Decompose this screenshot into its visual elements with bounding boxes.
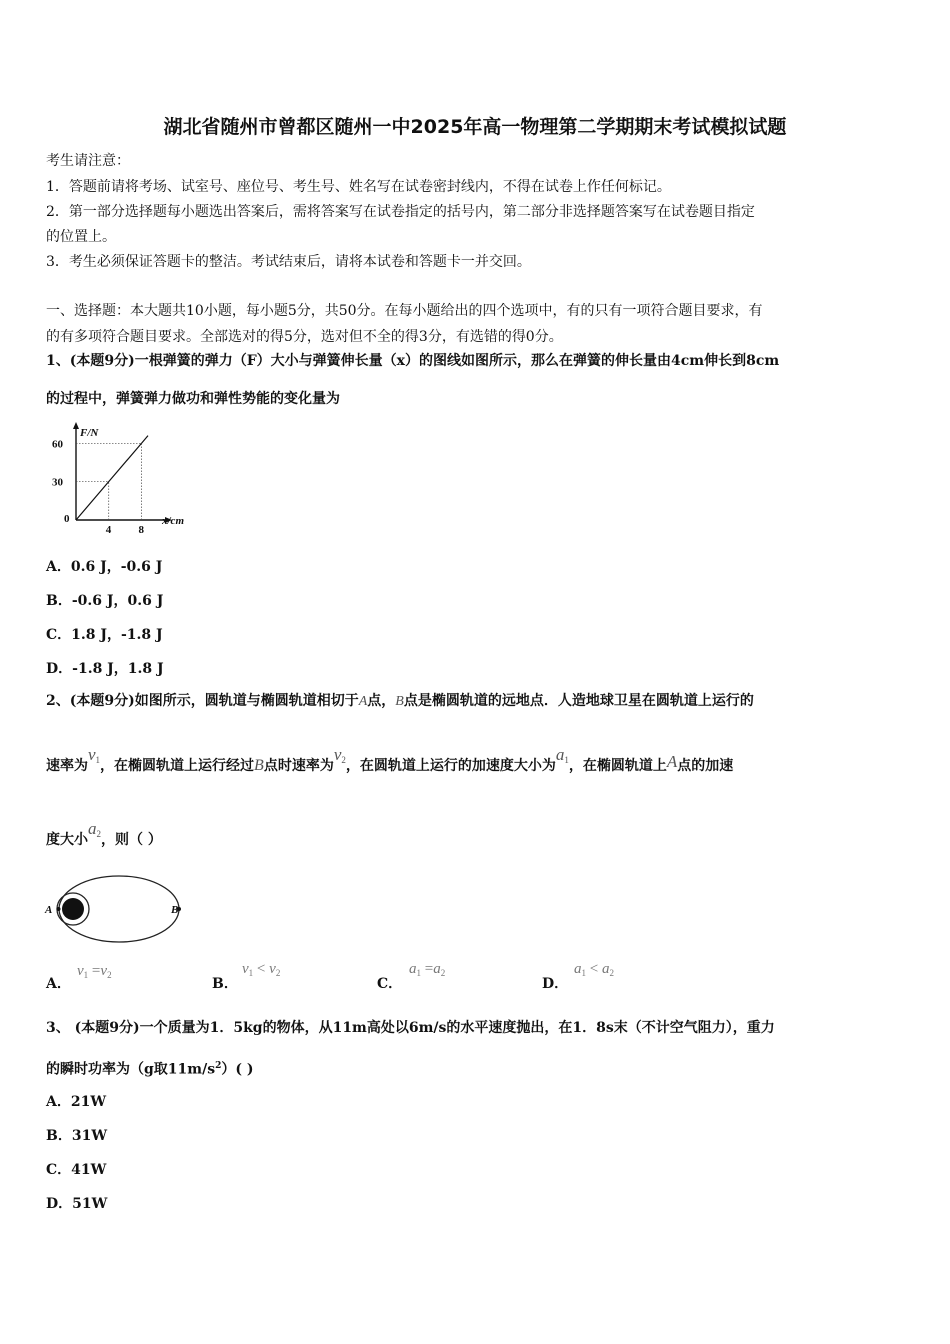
orbit-label-a: A — [45, 904, 53, 916]
q2-stem-2-p6: 点的加速 — [677, 758, 734, 774]
q2-stem-3-p2: ，则（ ） — [101, 832, 162, 848]
q2-option-b-label[interactable]: B． — [212, 976, 238, 992]
section-intro-2: 的有多项符合题目要求。全部选对的得5分，选对但不全的得3分，有选错的得0分。 — [46, 329, 563, 345]
q3-option-c[interactable]: C．41W — [46, 1162, 107, 1178]
q2-stem-2-p4: ，在圆轨道上运行的加速度大小为 — [345, 758, 556, 774]
q2-opt-c-op: = — [424, 961, 434, 977]
q2-opt-c-lhs: a — [409, 961, 417, 977]
q2-v1 — [88, 745, 100, 764]
q2-opt-b-lsub: 1 — [248, 968, 254, 978]
q2-option-c-label[interactable]: C． — [377, 976, 403, 992]
q2-opt-c-rsub: 2 — [440, 968, 446, 978]
x-tick-label-0: 0 — [64, 513, 70, 525]
q2-stem-1-mid: 点， — [367, 693, 396, 709]
q1-force-extension-chart — [46, 420, 184, 536]
notice-item-1: 1．答题前请将考场、试室号、座位号、考生号、姓名写在试卷密封线内，不得在试卷上作任何标记。 — [46, 179, 671, 195]
q2-option-d-label[interactable]: D． — [542, 976, 569, 992]
q2-a1-symbol: a — [555, 745, 565, 764]
q1-option-b[interactable]: B．-0.6 J，0.6 J — [46, 593, 164, 609]
notice-item-2b: 的位置上。 — [46, 229, 116, 245]
q1-option-c[interactable]: C．1.8 J，-1.8 J — [46, 627, 163, 643]
q3-stem-1: 3、 (本题9分)一个质量为1．5kg的物体，从11m高处以6m/s的水平速度抛出，在1．8s末（不计空气阻力），重力 — [46, 1020, 775, 1036]
q2-opt-a-lhs: v — [77, 963, 84, 979]
q2-opt-d-op: < — [589, 961, 599, 977]
q2-a1 — [556, 745, 569, 764]
q3-stem-2-p1: 的瞬时功率为（g取11m/s — [46, 1061, 216, 1078]
x-tick-label-4: 4 — [105, 524, 112, 536]
notice-item-3: 3．考生必须保证答题卡的整洁。考试结束后，请将本试卷和答题卡一并交回。 — [46, 254, 531, 270]
q2-opt-a-rhs: v — [100, 963, 108, 979]
y-tick-label-30: 30 — [52, 476, 63, 489]
q1-option-d[interactable]: D．-1.8 J，1.8 J — [46, 661, 164, 677]
q2-opt-a-lsub: 1 — [83, 970, 89, 980]
q2-stem-3-p1: 度大小 — [46, 832, 88, 848]
section-intro-1: 一、选择题：本大题共10小题，每小题5分，共50分。在每小题给出的四个选项中，有的只有一项符合题目要求，有 — [46, 303, 763, 319]
q2-v2-sub: 2 — [341, 755, 346, 765]
q2-opt-b-lhs: v — [242, 961, 249, 977]
q1-stem-2: 的过程中，弹簧弹力做功和弹性势能的变化量为 — [46, 391, 340, 407]
q3-option-a[interactable]: A．21W — [46, 1094, 107, 1110]
q2-opt-b-op: < — [256, 961, 266, 977]
q2-stem-2-p3: 点时速率为 — [263, 758, 334, 774]
q2-v1-symbol: v — [88, 745, 96, 764]
q2-v2 — [334, 745, 346, 764]
q2-stem-1-end: 点是椭圆轨道的远地点．人造地球卫星在圆轨道上运行的 — [403, 693, 754, 709]
q2-option-d-formula[interactable] — [574, 961, 614, 978]
q2-stem-2-p2: ，在椭圆轨道上运行经过 — [100, 758, 255, 774]
q2-point-a: A — [358, 694, 368, 709]
q2-opt-d-rsub: 2 — [609, 968, 614, 978]
point-a-dot — [57, 907, 61, 911]
q2-point-a-2: A — [666, 752, 678, 771]
q2-opt-a-rsub: 2 — [107, 970, 112, 980]
q3-option-d[interactable]: D．51W — [46, 1196, 108, 1212]
q2-stem-2-p5: ，在椭圆轨道上 — [568, 758, 667, 774]
q2-stem-3 — [46, 819, 908, 853]
y-tick-label-60: 60 — [52, 438, 63, 451]
q2-v1-sub: 1 — [95, 755, 101, 765]
notice-heading: 考生请注意： — [46, 153, 130, 169]
q2-stem-1-text: 2、(本题9分)如图所示，圆轨道与椭圆轨道相切于 — [46, 693, 359, 709]
data-series-line — [76, 436, 148, 520]
q2-a2-symbol: a — [88, 819, 97, 838]
q2-orbit-diagram — [44, 870, 184, 948]
q2-opt-a-op: = — [91, 963, 101, 979]
page-title: 湖北省随州市曾都区随州一中2025年高一物理第二学期期末考试模拟试题 — [163, 116, 787, 138]
q2-stem-2 — [46, 745, 908, 779]
q1-stem-1: 1、(本题9分)一根弹簧的弹力（F）大小与弹簧伸长量（x）的图线如图所示，那么在弹簧的伸长量由4cm伸长到8cm — [46, 353, 780, 369]
q2-a2 — [88, 819, 101, 838]
q2-opt-d-lhs: a — [574, 961, 582, 977]
q2-opt-b-rsub: 2 — [275, 968, 281, 978]
y-axis-label: F/N — [80, 427, 99, 439]
q2-opt-c-rhs: a — [433, 961, 441, 977]
earth — [62, 898, 84, 920]
q2-a2-sub: 2 — [96, 829, 101, 839]
q2-option-a-label[interactable]: A． — [46, 976, 71, 992]
notice-item-2a: 2．第一部分选择题每小题选出答案后，需将答案写在试卷指定的括号内，第二部分非选择题答案写在试卷题目指定 — [46, 204, 755, 220]
q1-option-a[interactable]: A．0.6 J，-0.6 J — [46, 559, 163, 575]
q2-option-b-formula[interactable] — [242, 961, 280, 978]
q2-opt-d-rhs: a — [601, 961, 610, 977]
orbit-label-b: B — [171, 904, 179, 916]
q2-opt-d-lsub: 1 — [581, 968, 586, 978]
q3-option-b[interactable]: B．31W — [46, 1128, 108, 1144]
q2-a1-sub: 1 — [564, 755, 569, 765]
q3-stem-2-p2: ）( ) — [221, 1061, 254, 1078]
q2-v2-symbol: v — [333, 745, 342, 764]
q2-option-c-formula[interactable] — [409, 961, 445, 978]
x-tick-label-8: 8 — [138, 524, 144, 536]
q2-point-b-2: B — [254, 757, 264, 774]
q2-stem-2-p1: 速率为 — [46, 758, 88, 774]
q2-stem-1 — [46, 692, 908, 711]
q2-option-a-formula[interactable] — [77, 963, 112, 980]
q3-stem-2 — [46, 1057, 908, 1079]
q3-superscript: 2 — [215, 1061, 222, 1071]
x-axis-label: x/cm — [162, 515, 184, 527]
q2-point-b: B — [395, 694, 404, 709]
q2-opt-c-lsub: 1 — [416, 968, 421, 978]
y-axis-arrow — [73, 422, 79, 429]
q2-opt-b-rhs: v — [269, 961, 276, 977]
